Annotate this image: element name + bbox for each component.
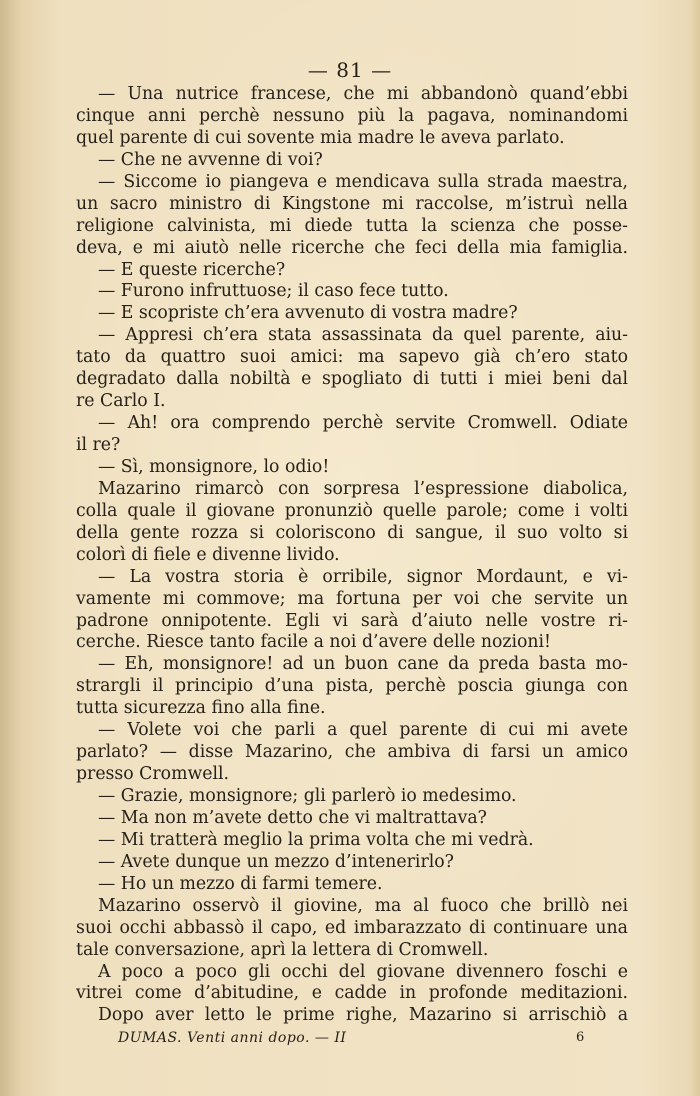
signature-mark: 6 [576, 1030, 585, 1045]
text-line: padrone onnipotente. Egli vi sarà d’aiuto nelle vostre ri- [76, 610, 628, 631]
text-line: Dopo aver letto le prime righe, Mazarino si arrischiò a [98, 1005, 628, 1026]
text-line: — Siccome io piangeva e mendicava sulla strada maestra, [98, 171, 628, 192]
text-line: — Avete dunque un mezzo d’intenerirlo? [98, 851, 454, 872]
text-line: vitrei come d’abitudine, e cadde in profonde meditazioni. [76, 983, 628, 1004]
page-body-text [76, 84, 628, 1027]
text-line: — Mi tratterà meglio la prima volta che mi vedrà. [98, 829, 534, 850]
text-line: quel parente di cui sovente mia madre le aveva parlato. [76, 127, 565, 148]
text-line: presso Cromwell. [76, 764, 230, 785]
text-line: — Furono infruttuose; il caso fece tutto. [98, 281, 449, 302]
text-line: — Ma non m’avete detto che vi maltrattava? [98, 807, 487, 828]
text-line: — Ah! ora comprendo perchè servite Cromwell. Odiate [98, 413, 628, 434]
text-line: — Volete voi che parli a quel parente di cui mi avete [98, 720, 628, 741]
text-line: della gente rozza si coloriscono di sangue, il suo volto si [76, 522, 628, 543]
text-line: tutta sicurezza fino alla fine. [76, 698, 326, 719]
text-line: Mazarino rimarcò con sorpresa l’espressione diabolica, [98, 478, 628, 499]
page-footer [0, 1026, 700, 1050]
text-line: — Sì, monsignore, lo odio! [98, 456, 330, 477]
text-line: tale conversazione, aprì la lettera di Cromwell. [76, 939, 489, 960]
text-line: il re? [76, 435, 121, 455]
text-line: — La vostra storia è orribile, signor Mordaunt, e vi- [98, 566, 628, 587]
text-line: cerche. Riesce tanto facile a noi d’avere delle nozioni! [76, 632, 552, 653]
text-line: parlato? — disse Mazarino, che ambiva di farsi un amico [76, 742, 628, 763]
text-line: — Appresi ch’era stata assassinata da quel parente, aiu- [98, 325, 628, 346]
text-line: — Eh, monsignore! ad un buon cane da preda basta mo- [98, 654, 628, 675]
text-line: A poco a poco gli occhi del giovane divennero foschi e [98, 961, 628, 982]
text-line: — E queste ricerche? [98, 259, 286, 280]
text-line: colorì di fiele e divenne livido. [76, 544, 340, 565]
text-line: religione calvinista, mi diede tutta la scienza che posse- [76, 215, 628, 236]
page-number: — 81 — [307, 58, 393, 82]
text-line: colla quale il giovane pronunziò quelle parole; come i volti [76, 500, 628, 521]
text-line: un sacro ministro di Kingstone mi raccolse, m’istruì nella [76, 193, 628, 214]
text-line: strargli il principio d’una pista, perchè poscia giunga con [76, 676, 628, 697]
text-line: — Che ne avvenne di voi? [98, 149, 323, 170]
text-line: degradato dalla nobiltà e spogliato di tutti i miei beni dal [76, 369, 628, 390]
text-line: Mazarino osservò il giovine, ma al fuoco che brillò nei [98, 895, 628, 916]
footer-book-reference: DUMAS. Venti anni dopo. — II [118, 1030, 347, 1046]
text-line: cinque anni perchè nessuno più la pagava, nominandomi [76, 105, 628, 126]
text-line: — E scopriste ch’era avvenuto di vostra madre? [98, 303, 518, 324]
text-line: deva, e mi aiutò nelle ricerche che feci della mia famiglia. [76, 237, 628, 258]
text-line: vamente mi commove; ma fortuna per voi che servite un [76, 588, 628, 609]
text-line: — Una nutrice francese, che mi abbandonò quand’ebbi [98, 84, 628, 104]
text-line: suoi occhi abbassò il capo, ed imbarazzato di continuare una [76, 917, 628, 938]
text-line: — Ho un mezzo di farmi temere. [98, 873, 383, 894]
text-line: — Grazie, monsignore; gli parlerò io medesimo. [98, 786, 517, 806]
text-line: tato da quattro suoi amici: ma sapevo già ch’ero stato [76, 347, 628, 368]
text-line: re Carlo I. [76, 391, 166, 412]
